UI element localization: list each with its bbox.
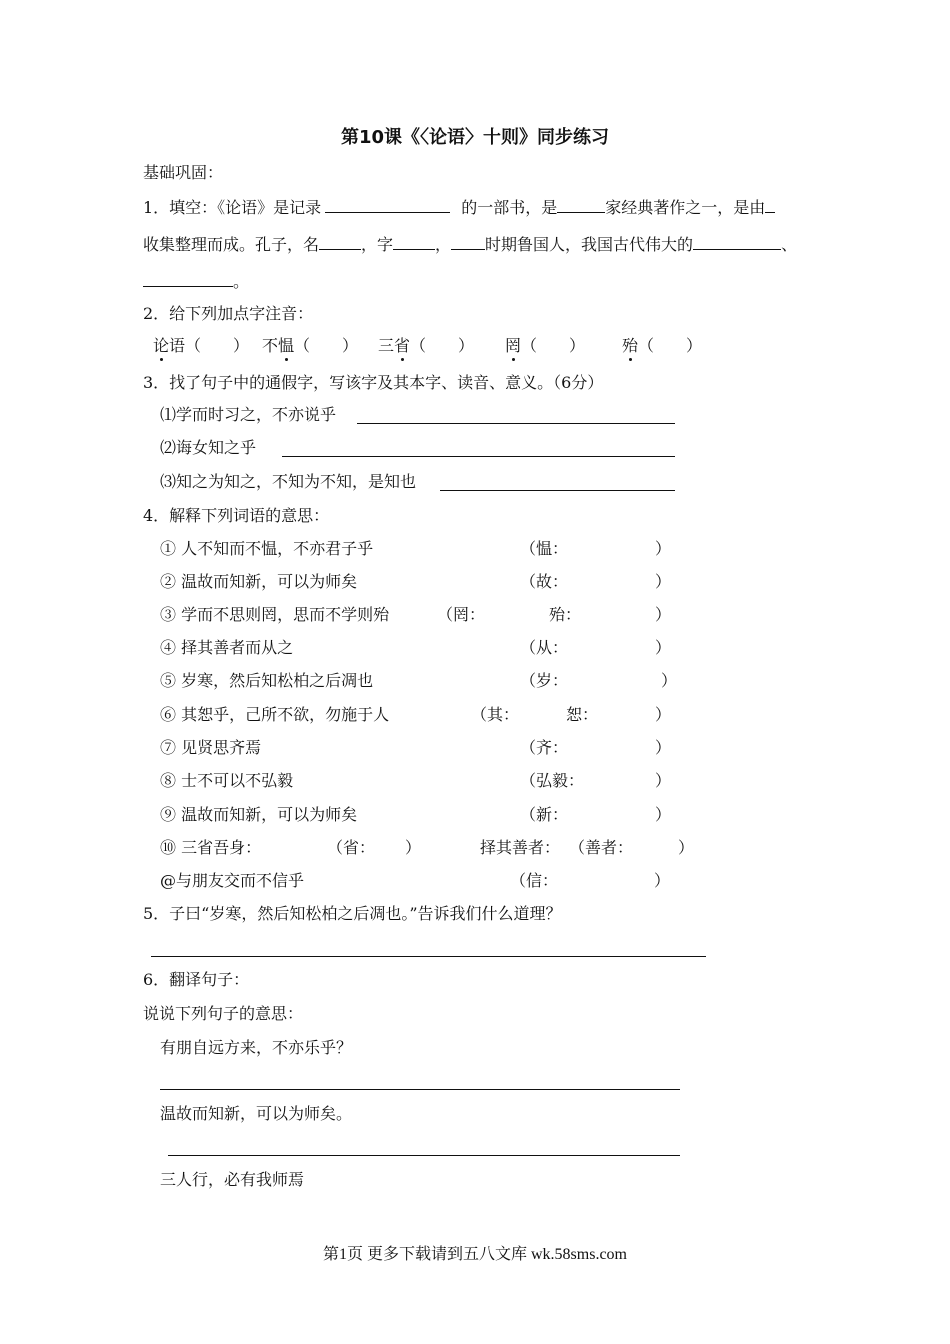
answer-blank[interactable] bbox=[393, 233, 435, 250]
q4-paren-close: ） bbox=[655, 805, 672, 824]
answer-line[interactable] bbox=[282, 456, 675, 457]
q4-paren-open: （信： bbox=[510, 871, 559, 890]
q4-sentence: ④ 择其善者而从之 bbox=[160, 638, 294, 657]
q1-line-3 bbox=[143, 270, 249, 292]
answer-blank[interactable] bbox=[765, 196, 775, 213]
q3-item: ⑵诲女知之乎 bbox=[160, 438, 257, 457]
q4-paren-close: ） bbox=[405, 838, 422, 857]
q4-sentence: ⑨ 温故而知新，可以为师矣 bbox=[160, 805, 358, 824]
q2-rest: （ ） bbox=[521, 336, 586, 355]
q1-text: 收集整理而成。孔子，名 bbox=[143, 235, 320, 254]
q4-paren-open: （弘毅： bbox=[520, 771, 585, 790]
answer-line[interactable] bbox=[151, 956, 706, 957]
dotted-char: 愠 bbox=[278, 336, 295, 355]
q4-sentence-2: 择其善者： bbox=[480, 838, 561, 857]
q2-prompt: 2．给下列加点字注音： bbox=[143, 304, 314, 323]
answer-line[interactable] bbox=[440, 490, 675, 491]
q2-item bbox=[505, 336, 585, 356]
q4-paren-open: （愠： bbox=[520, 539, 569, 558]
q1-text: 时期鲁国人，我国古代伟大的 bbox=[485, 235, 694, 254]
q4-sentence: ② 温故而知新，可以为师矣 bbox=[160, 572, 358, 591]
q4-paren-open: （岁： bbox=[520, 671, 569, 690]
q6-item: 温故而知新，可以为师矣。 bbox=[160, 1104, 353, 1123]
q1-text: ， bbox=[435, 235, 452, 254]
q4-paren-open: （新： bbox=[520, 805, 569, 824]
q4-sentence: ⑧ 士不可以不弘毅 bbox=[160, 771, 294, 790]
dotted-char: 罔 bbox=[505, 336, 522, 355]
q4-paren-open: （省： bbox=[327, 838, 376, 857]
q4-sentence: ① 人不知而不愠，不亦君子乎 bbox=[160, 539, 374, 558]
q2-rest: （ ） bbox=[410, 336, 475, 355]
answer-blank[interactable] bbox=[319, 233, 361, 250]
q4-paren-open: （齐： bbox=[520, 738, 569, 757]
q6-item: 有朋自远方来，不亦乐乎？ bbox=[160, 1038, 353, 1057]
q2-item bbox=[622, 336, 702, 356]
q4-paren-mid: 恕： bbox=[566, 705, 599, 724]
q4-sentence: ③ 学而不思则罔，思而不学则殆 bbox=[160, 605, 390, 624]
q1-text: 。 bbox=[233, 272, 250, 291]
q4-paren-close: ） bbox=[678, 838, 695, 857]
q2-pre: 三 bbox=[378, 336, 395, 355]
q6-subprompt: 说说下列句子的意思： bbox=[143, 1004, 304, 1023]
q2-item bbox=[262, 336, 358, 356]
q4-paren-close: ） bbox=[661, 671, 678, 690]
dotted-char: 殆 bbox=[622, 336, 639, 355]
answer-line[interactable] bbox=[160, 1089, 680, 1090]
q3-item: ⑴学而时习之，不亦说乎 bbox=[160, 405, 337, 424]
q1-text: 1．填空：《论语》是记录 bbox=[143, 198, 322, 217]
q2-item bbox=[378, 336, 474, 356]
q4-prompt: 4．解释下列词语的意思： bbox=[143, 506, 330, 525]
q4-sentence: ⑩ 三省吾身： bbox=[160, 838, 262, 857]
answer-blank[interactable] bbox=[557, 196, 605, 213]
q1-text: 家经典著作之一，是由 bbox=[605, 198, 766, 217]
q2-pre: 不 bbox=[262, 336, 279, 355]
q4-sentence: ⑥ 其恕乎，己所不欲，勿施于人 bbox=[160, 705, 390, 724]
q4-sentence: ⑦ 见贤思齐焉 bbox=[160, 738, 262, 757]
q4-paren-close: ） bbox=[655, 638, 672, 657]
q6-prompt: 6．翻译句子： bbox=[143, 970, 250, 989]
q2-rest: （ ） bbox=[294, 336, 359, 355]
q1-text: 、 bbox=[781, 235, 798, 254]
dotted-char: 省 bbox=[394, 336, 411, 355]
answer-line[interactable] bbox=[168, 1155, 680, 1156]
page-title: 第10课《〈论语〉十则》同步练习 bbox=[340, 127, 610, 148]
section-heading: 基础巩固： bbox=[143, 163, 224, 182]
q4-sentence: ⑤ 岁寒，然后知松柏之后凋也 bbox=[160, 671, 374, 690]
answer-blank[interactable] bbox=[143, 270, 233, 287]
page-footer: 第1页 更多下载请到五八文库 wk.58sms.com bbox=[322, 1246, 627, 1263]
q1-text: ，字 bbox=[361, 235, 394, 254]
q4-paren-close: ） bbox=[655, 605, 672, 624]
q1-line-1 bbox=[143, 196, 775, 218]
q4-paren-open: （善者： bbox=[569, 838, 634, 857]
q4-paren-close: ） bbox=[654, 871, 671, 890]
q2-rest: （ ） bbox=[638, 336, 703, 355]
q1-text: 的一部书，是 bbox=[461, 198, 558, 217]
answer-blank[interactable] bbox=[325, 196, 450, 213]
q2-rest: 语（ ） bbox=[169, 336, 250, 355]
q4-paren-close: ） bbox=[655, 738, 672, 757]
q3-prompt: 3．找了句子中的通假字，写该字及其本字、读音、意义。（6分） bbox=[143, 373, 604, 392]
answer-blank[interactable] bbox=[451, 233, 485, 250]
q4-paren-open: （罔： bbox=[437, 605, 486, 624]
q5-prompt: 5．子曰“岁寒，然后知松柏之后凋也。”告诉我们什么道理？ bbox=[143, 904, 562, 923]
q4-paren-close: ） bbox=[655, 705, 672, 724]
q4-sentence: @与朋友交而不信乎 bbox=[160, 871, 305, 890]
dotted-char: 论 bbox=[153, 336, 170, 355]
q4-paren-close: ） bbox=[655, 572, 672, 591]
answer-line[interactable] bbox=[357, 423, 675, 424]
q4-paren-open: （其： bbox=[471, 705, 520, 724]
q3-item: ⑶知之为知之，不知为不知，是知也 bbox=[160, 472, 417, 491]
q2-item bbox=[153, 336, 249, 356]
q4-paren-close: ） bbox=[655, 539, 672, 558]
q4-paren-close: ） bbox=[655, 771, 672, 790]
q4-paren-open: （故： bbox=[520, 572, 569, 591]
q6-item: 三人行，必有我师焉 bbox=[160, 1170, 305, 1189]
q4-paren-mid: 殆： bbox=[549, 605, 582, 624]
q1-line-2 bbox=[143, 233, 797, 255]
q4-paren-open: （从： bbox=[520, 638, 569, 657]
answer-blank[interactable] bbox=[693, 233, 781, 250]
